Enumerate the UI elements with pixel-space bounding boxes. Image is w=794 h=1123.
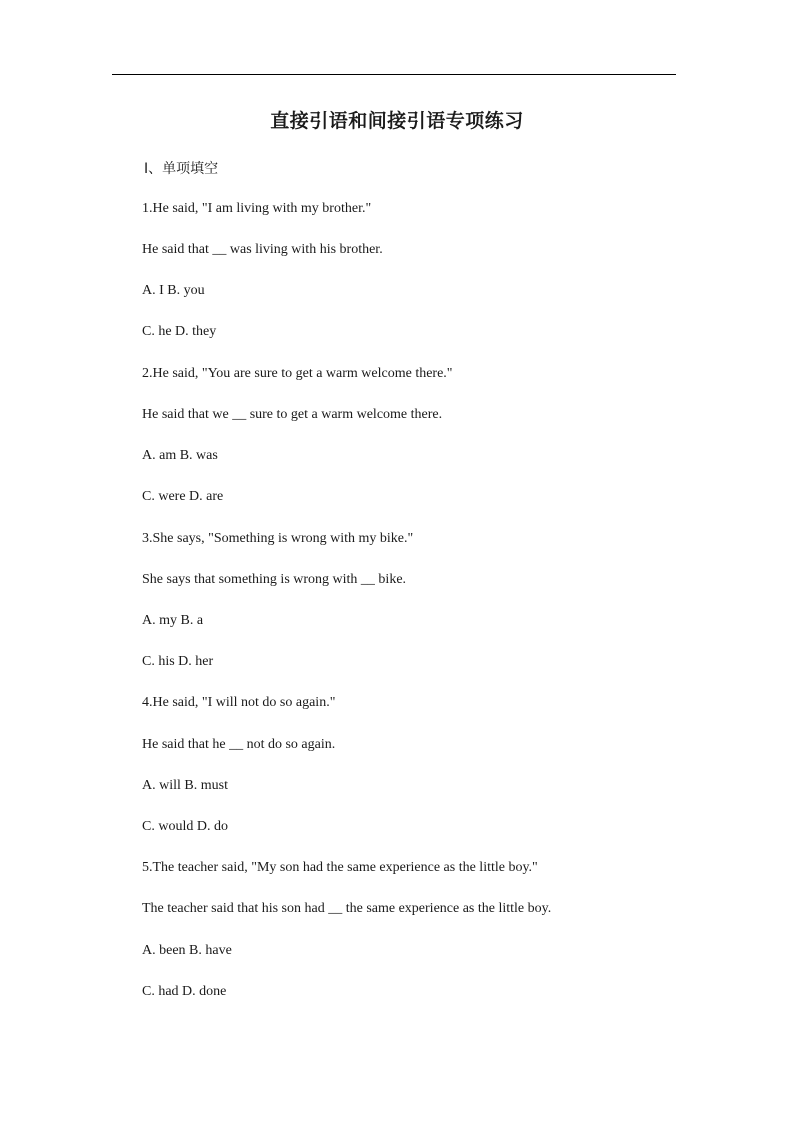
header-rule (112, 74, 676, 75)
question-3-options-ab: A. my B. a (142, 613, 204, 628)
question-4-options-cd: C. would D. do (142, 819, 228, 834)
section-heading: Ⅰ、单项填空 (144, 161, 219, 177)
question-2-prompt: 2.He said, "You are sure to get a warm welcome there." (142, 366, 453, 381)
question-5-sentence: The teacher said that his son had __ the same experience as the little boy. (142, 901, 552, 916)
question-3-options-cd: C. his D. her (142, 654, 214, 669)
question-3-sentence: She says that something is wrong with __ bike. (142, 572, 407, 587)
question-5-options-ab: A. been B. have (142, 943, 232, 958)
question-2-options-cd: C. were D. are (142, 489, 224, 504)
question-1-sentence: He said that __ was living with his brother. (142, 242, 383, 257)
question-3-prompt: 3.She says, "Something is wrong with my bike." (142, 531, 414, 546)
question-1-options-cd: C. he D. they (142, 324, 217, 339)
question-2-sentence: He said that we __ sure to get a warm welcome there. (142, 407, 443, 422)
question-1-options-ab: A. I B. you (142, 283, 205, 298)
question-4-options-ab: A. will B. must (142, 778, 228, 793)
document-title: 直接引语和间接引语专项练习 (270, 110, 524, 132)
question-4-sentence: He said that he __ not do so again. (142, 737, 336, 752)
question-5-prompt: 5.The teacher said, "My son had the same experience as the little boy." (142, 860, 538, 875)
question-2-options-ab: A. am B. was (142, 448, 218, 463)
question-4-prompt: 4.He said, "I will not do so again." (142, 695, 336, 710)
question-1-prompt: 1.He said, "I am living with my brother." (142, 201, 372, 216)
question-5-options-cd: C. had D. done (142, 984, 227, 999)
